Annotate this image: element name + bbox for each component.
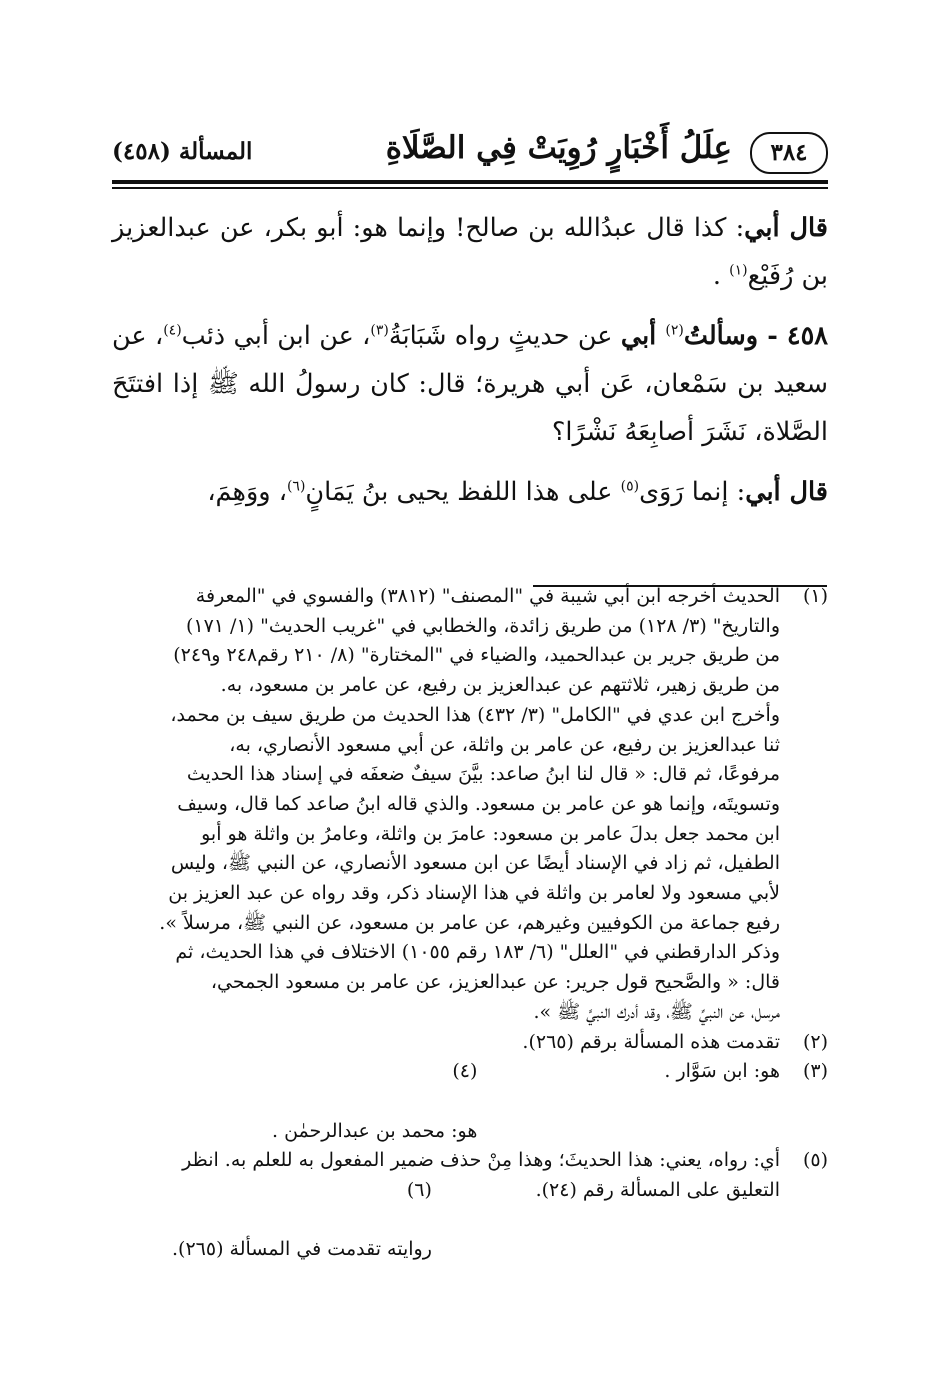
footnote-line: مرسل، عن النبيِّ ﷺ، وقد أدرك النبيَّ ﷺ ».: [533, 1000, 780, 1023]
paragraph-text: عن حديثٍ رواه شَبَابَةُ: [388, 321, 621, 351]
footnote-number: (٣): [802, 1060, 828, 1083]
footnote-body: [112, 582, 780, 1028]
footnote-2: [112, 1028, 828, 1058]
paragraph-text: ، عن سعيد بن سَمْعان، عَن أبي هريرة؛ قال: كان رسولُ الله ﷺ إذا افتتَحَ الصَّلاة، نَشَرَ أصابِعَهُ نَشْرًا؟: [112, 321, 828, 447]
speaker: قال أبي: [745, 477, 828, 507]
footnote-body: [112, 1146, 780, 1265]
footnote-3-text: هو: ابن سَوَّار .: [664, 1060, 780, 1083]
paragraph-text: : كذا قال عبدُالله بن صالح! وإنما هو: أبو بكر، عن عبدالعزيز بن رُفَيْع: [112, 213, 828, 291]
footnote-line: ابن محمد جعل بدلَ عامر بن مسعود: عامرَ بن واثلة، وعامرُ بن واثلة هو أبو: [201, 822, 780, 845]
header-rule-thick: [112, 180, 828, 184]
footnote-ref[interactable]: (٢): [665, 322, 684, 339]
footnote-number: (٦): [406, 1179, 432, 1202]
speaker: قال أبي: [744, 213, 828, 243]
running-header: [112, 122, 828, 182]
footnote-line: ثنا عبدالعزيز بن رفيع، عن عامر بن واثلة، عن أبي مسعود الأنصاري، به،: [229, 733, 780, 756]
footnote-line: الطفيل، ثم زاد في الإسناد أيضًا عن ابن مسعود الأنصاري، عن النبي ﷺ، وليس: [170, 852, 780, 875]
footnote-line: وذكر الدارقطني في "العلل" (٦/ ١٨٣ رقم ١٠٥٥) الاختلاف في هذا الحديث، ثم: [175, 941, 780, 964]
footnote-3-4: [112, 1057, 828, 1146]
footnote-body: تقدمت هذه المسألة برقم (٢٦٥).: [522, 1030, 780, 1053]
footnote-number: (٢): [802, 1030, 828, 1053]
footnote-5-6: [112, 1146, 828, 1265]
footnote-ref[interactable]: (٤): [163, 322, 182, 339]
footnote-line-pair: [112, 1176, 780, 1265]
footnote-line: رفيع جماعة من الكوفيين وغيرهم، عن عامر بن مسعود، عن النبي ﷺ، مرسلاً ».: [159, 911, 780, 934]
footnote-line: وأخرج ابن عدي في "الكامل" (٣/ ٤٣٢) هذا الحديث من طريق سيف بن محمد،: [170, 703, 780, 726]
footnote-5-line-2: التعليق على المسألة رقم (٢٤).: [535, 1179, 780, 1202]
footnote-number: (١): [802, 585, 828, 607]
footnote-ref[interactable]: (٣): [370, 322, 389, 339]
footnote-line: أي: رواه، يعني: هذا الحديثَ؛ وهذا مِنْ حذف ضمير المفعول به للعلم به. انظر: [182, 1149, 780, 1172]
page-number: ٣٨٤: [750, 132, 828, 174]
footnote-line: قال: « والصَّحيح قول جرير: عن عبدالعزيز، عن عامر بن مسعود الجمحي،: [210, 971, 780, 994]
footnote-ref[interactable]: (١): [729, 262, 748, 279]
paragraph-text: على هذا اللفظ يحيى بنُ يَمَانٍ: [305, 477, 621, 507]
footnote-line: وتسويتَه، وإنما هو عن عامر بن مسعود. والذي قاله ابنُ صاعد كما قال، وسيف: [177, 792, 780, 815]
footnote-number: (٥): [802, 1149, 828, 1172]
question-number: ٤٥٨ -: [758, 321, 828, 351]
footnote-4-text: هو: محمد بن عبدالرحمٰن .: [272, 1119, 478, 1142]
paragraph-2: [112, 312, 828, 456]
footnote-body: [112, 1057, 780, 1146]
footnote-line: من طريق زهير، ثلاثتهم عن عبدالعزيز بن رفيع، عن عامر بن مسعود، به.: [220, 674, 780, 697]
footnote-1: [112, 582, 828, 1028]
header-rule-thin: [112, 187, 828, 189]
paragraph-3: [112, 468, 828, 516]
footnote-ref[interactable]: (٦): [286, 478, 306, 495]
footnote-line: والتاريخ" (٣/ ١٢٨) من طريق زائدة، والخطابي في "غريب الحديث" (١/ ١٧١): [185, 614, 780, 637]
book-title: عِلَلُ أَخْبَارٍ رُوِيَتْ فِي الصَّلَاةِ: [385, 130, 732, 166]
paragraph-text: ، ووَهِمَ،: [207, 477, 287, 507]
issue-label: المسألة (٤٥٨): [112, 138, 253, 165]
footnote-line: لأبي مسعود ولا لعامر بن واثلة في هذا الإسناد ذكر، وقد رواه عن عبد العزيز بن: [168, 882, 780, 905]
footnote-6: [172, 1176, 432, 1265]
paragraph-text: ، عن ابن أبي ذئب: [181, 321, 371, 351]
question-lead-2: أبي: [620, 321, 666, 351]
footnote-6-text: روايته تقدمت في المسألة (٢٦٥).: [172, 1238, 432, 1261]
footnotes: [112, 582, 828, 1265]
footnote-4: [272, 1057, 477, 1146]
footnote-line: الحديث أخرجه ابن أبي شيبة في "المصنف" (٣٨١٢) والفسوي في "المعرفة: [195, 585, 780, 607]
footnote-number: (٤): [452, 1060, 478, 1083]
footnote-line: مرفوعًا، ثم قال: « قال لنا ابنُ صاعد: بيَّنَ سيفٌ ضعفَه في إسناد هذا الحديث: [186, 763, 780, 786]
footnote-line: من طريق جرير بن عبدالحميد، والضياء في "المختارة" (٨/ ٢١٠ رقم٢٤٨ و٢٤٩): [173, 644, 780, 667]
paragraph-tail: .: [712, 261, 730, 291]
main-text: [112, 204, 828, 528]
question-lead: وسألتُ: [683, 321, 759, 351]
footnote-ref[interactable]: (٥): [620, 478, 640, 495]
paragraph-text: : إنما رَوَى: [639, 477, 746, 507]
paragraph-1: [112, 204, 828, 300]
